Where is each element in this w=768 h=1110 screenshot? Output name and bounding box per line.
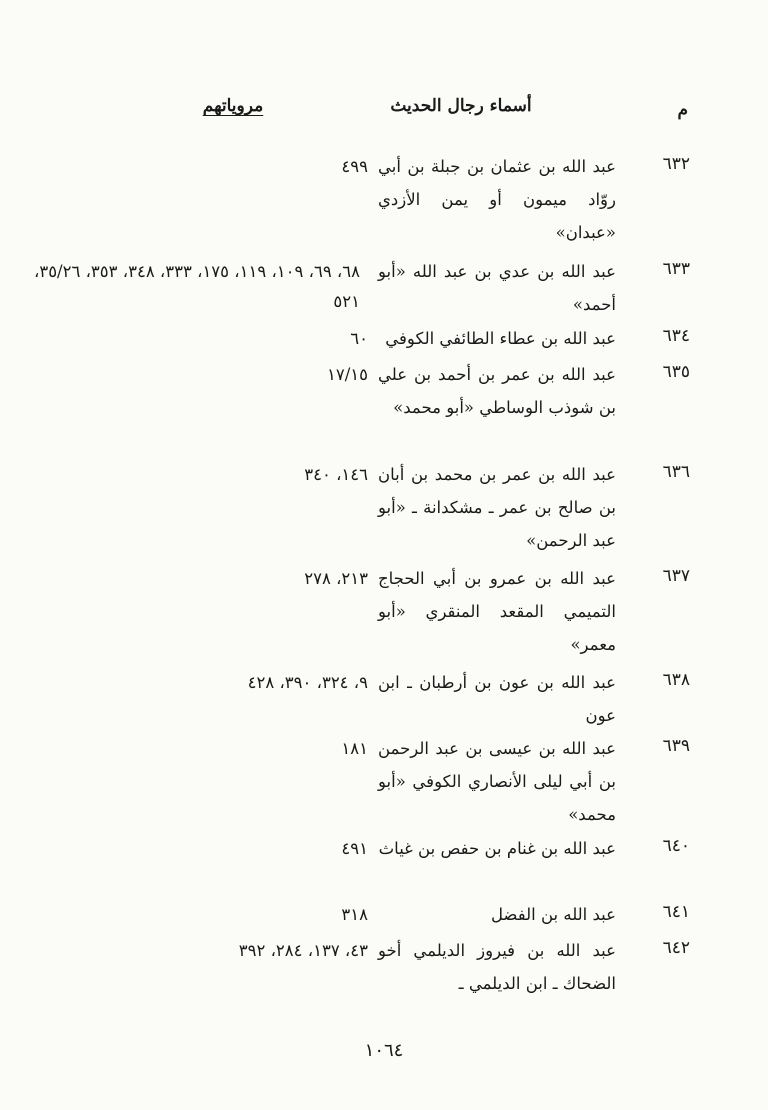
entry-number: ٦٣٥ [662,362,690,382]
list-item [0,732,768,832]
entry-refs: ٤٩٩ [341,157,368,176]
list-item [0,150,768,255]
entry-refs: ٦٠ [350,329,368,348]
entry-name: عبد الله بن عمر بن محمد بن أبان بن صالح بن عمر ـ مشكدانة ـ «أبو عبد الرحمن» [378,465,616,550]
entry-refs: ١٤٦، ٣٤٠ [304,465,368,484]
entry-number: ٦٣٤ [662,326,690,346]
entry-number: ٦٣٧ [662,566,690,586]
entry-refs: ٦٨، ٦٩، ١٠٩، ١١٩، ١٧٥، ٣٣٣، ٣٤٨، ٣٥٣، ٣٥/٢٦، ٥٢١ [34,262,360,311]
entry-name: عبد الله بن عون بن أرطبان ـ ابن عون [378,673,616,725]
header-narrations-column: مروياتهم [202,96,264,116]
entry-refs: ٤٣، ١٣٧، ٢٨٤، ٣٩٢ [238,941,368,960]
entry-refs: ١٧/١٥ [326,365,368,384]
entry-name: عبد الله بن فيروز الديلمي أخو الضحاك ـ ابن الديلمي ـ [378,941,616,993]
entry-name: عبد الله بن عيسى بن عبد الرحمن بن أبي ليلى الأنصاري الكوفي «أبو محمد» [378,739,616,824]
entry-name: عبد الله بن عدي بن عبد الله «أبو أحمد» [378,262,616,314]
entry-name: عبد الله بن عمر بن أحمد بن علي بن شوذب الوساطي «أبو محمد» [378,365,616,417]
entry-number: ٦٣٢ [662,154,690,174]
page-number: ١٠٦٤ [364,1040,404,1061]
table-header [0,96,768,136]
entry-name: عبد الله بن غنام بن حفص بن غياث [378,839,616,858]
entry-number: ٦٣٨ [662,670,690,690]
entry-number: ٦٣٩ [662,736,690,756]
list-item [0,255,768,322]
entry-name: عبد الله بن عطاء الطائفي الكوفي [385,329,616,348]
entry-name: عبد الله بن عمرو بن أبي الحجاج التميمي المقعد المنقري «أبو معمر» [378,569,616,654]
entry-refs: ٢١٣، ٢٧٨ [304,569,368,588]
list-item [0,832,768,898]
list-item [0,562,768,666]
entry-number: ٦٤٠ [662,836,690,856]
header-number-column: م [677,100,688,120]
entry-refs: ٣١٨ [341,905,368,924]
entry-number: ٦٣٦ [662,462,690,482]
entry-number: ٦٤١ [662,902,690,922]
entry-number: ٦٤٢ [662,938,690,958]
header-names-column: أسماء رجال الحديث [390,96,532,116]
entry-number: ٦٣٣ [662,259,690,279]
list-item [0,322,768,358]
entries-list [0,150,768,998]
entry-refs: ١٨١ [341,739,368,758]
entry-refs: ٤٩١ [341,839,368,858]
entry-name: عبد الله بن الفضل [490,905,616,924]
list-item [0,666,768,732]
list-item [0,358,768,458]
list-item [0,898,768,934]
entry-name: عبد الله بن عثمان بن جبلة بن أبي روّاد ميمون أو يمن الأزدي «عبدان» [378,157,616,242]
list-item [0,458,768,562]
entry-refs: ٩، ٣٢٤، ٣٩٠، ٤٢٨ [247,673,368,692]
list-item [0,934,768,998]
